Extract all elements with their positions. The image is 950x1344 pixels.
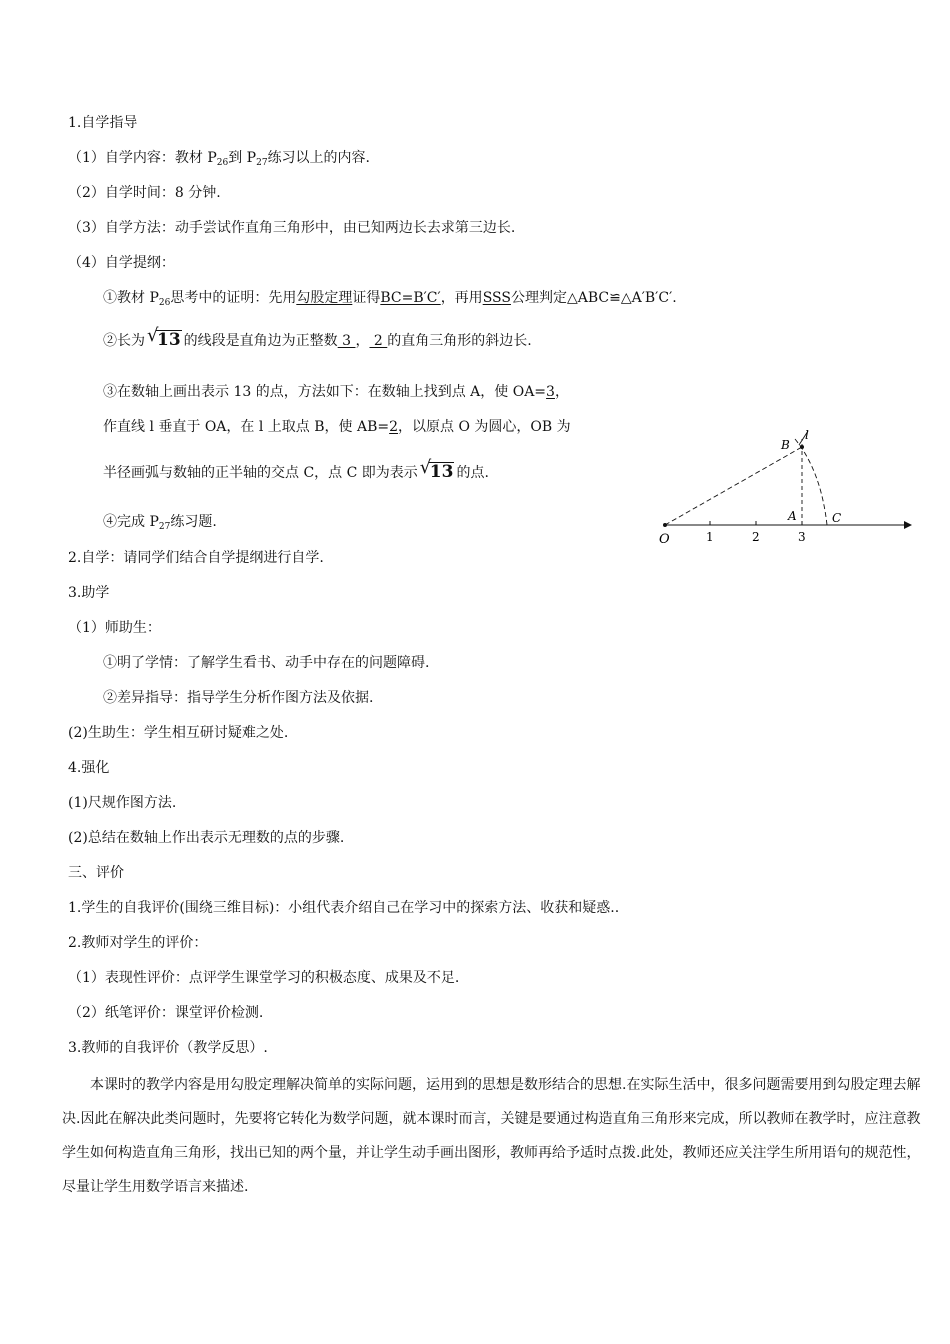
written-evaluation: （2）纸笔评价：课堂评价检测. — [68, 1005, 264, 1021]
hypotenuse-ob — [665, 447, 802, 525]
label-l: l — [805, 428, 809, 442]
section-assist-title: 3.助学 — [68, 585, 110, 601]
teacher-evaluation-title: 2.教师对学生的评价： — [68, 935, 208, 951]
outline-item-3-line-2: 作直线 l 垂直于 OA，在 l 上取点 B，使 AB=2，以原点 O 为圆心，OB 为 — [103, 419, 571, 435]
label-a: A — [788, 509, 797, 523]
self-study-time: （2）自学时间：8 分钟. — [68, 185, 221, 201]
performance-evaluation: （1）表现性评价：点评学生课堂学习的积极态度、成果及不足. — [68, 970, 460, 986]
teacher-helps-student: （1）师助生： — [68, 620, 161, 636]
sqrt-13: √ 13 — [147, 325, 181, 350]
student-helps-student: (2)生助生：学生相互研讨疑难之处. — [68, 725, 289, 741]
reinforce-item-2: (2)总结在数轴上作出表示无理数的点的步骤. — [68, 830, 345, 846]
label-3: 3 — [798, 530, 806, 544]
teacher-help-item-2: ②差异指导：指导学生分析作图方法及依据. — [103, 690, 374, 706]
outline-item-3-line-1: ③在数轴上画出表示 13 的点，方法如下：在数轴上找到点 A，使 OA=3， — [103, 384, 569, 400]
section-reinforce-title: 4.强化 — [68, 760, 110, 776]
self-study-outline-title: （4）自学提纲： — [68, 255, 175, 271]
outline-item-1: ①教材 $P_{26}$思考中的证明：先用勾股定理证得BC=B′C′，再用SSS公理判定△ABC≌△A′B′C′. — [103, 290, 677, 308]
outline-item-4: ④完成 $P_{27}$练习题. — [103, 514, 217, 532]
section-self-study: 2.自学：请同学们结合自学提纲进行自学. — [68, 550, 324, 566]
label-2: 2 — [752, 530, 760, 544]
reinforce-item-1: (1)尺规作图方法. — [68, 795, 177, 811]
label-o: O — [659, 532, 670, 547]
sqrt-13: √ 13 — [419, 457, 454, 482]
point-b-dot — [800, 445, 804, 449]
outline-item-3-line-3: 半径画弧与数轴的正半轴的交点 C，点 C 即为表示 √ 13 的点. — [103, 457, 489, 482]
arc-bc — [795, 439, 827, 525]
self-study-method: （3）自学方法：动手尝试作直角三角形中，由已知两边长去求第三边长. — [68, 220, 516, 236]
label-b: B — [781, 438, 790, 452]
label-1: 1 — [706, 530, 714, 544]
teacher-help-item-1: ①明了学情：了解学生看书、动手中存在的问题障碍. — [103, 655, 430, 671]
teaching-reflection-paragraph: 本课时的教学内容是用勾股定理解决简单的实际问题，运用到的思想是数形结合的思想.在实际生活中，很多问题需要用到勾股定理去解决.因此在解决此类问题时，先要将它转化为数学问题，就本课时而言，关键是要通过构造直角三角形来完成，所以教师在教学时，应注意教学生如何构造直角三角形，找出已知的两个量，并让学生动手画出图形，教师再给予适时点拨.此处，教师还应关注学生所用语句的规范性，尽量让学生用数学语言来描述. — [62, 1077, 921, 1195]
student-self-evaluation: 1.学生的自我评价(围绕三维目标)：小组代表介绍自己在学习中的探索方法、收获和疑惑.. — [68, 900, 620, 916]
point-o-dot — [663, 523, 667, 527]
self-study-content: （1）自学内容：教材 $P_{26}$到 $P_{27}$练习以上的内容. — [68, 150, 371, 168]
label-c: C — [832, 511, 842, 525]
outline-item-2: ②长为 √ 13 的线段是直角边为正整数 3 ， 2 的直角三角形的斜边长. — [103, 325, 532, 350]
teacher-self-evaluation: 3.教师的自我评价（教学反思）. — [68, 1040, 268, 1056]
number-line-figure — [655, 425, 920, 550]
section-evaluation-heading: 三、评价 — [68, 865, 124, 881]
section-self-study-guide-title: 1.自学指导 — [68, 115, 138, 131]
